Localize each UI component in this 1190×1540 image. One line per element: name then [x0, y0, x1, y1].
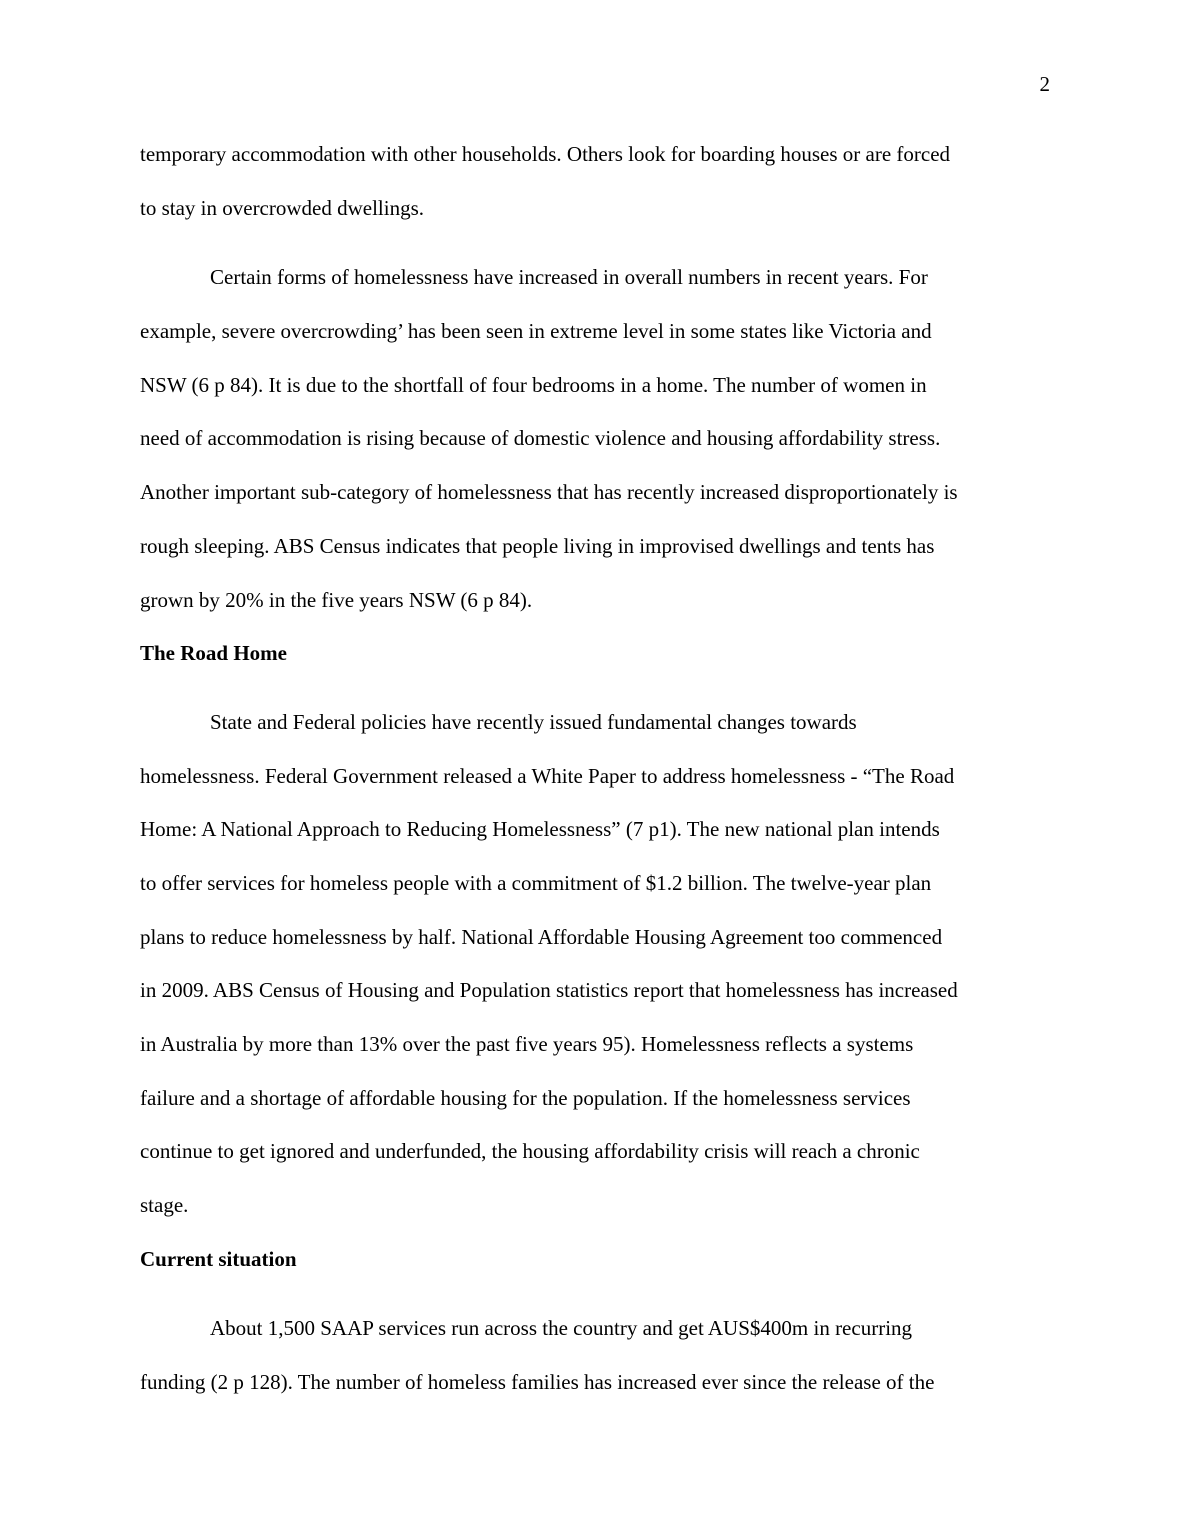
text-line: Certain forms of homelessness have increased in overall numbers in recent years. For: [210, 265, 928, 289]
text-line: in Australia by more than 13% over the past five years 95). Homelessness reflects a systems: [140, 1032, 914, 1056]
text-line: grown by 20% in the five years NSW (6 p 84).: [140, 588, 533, 612]
text-line: failure and a shortage of affordable housing for the population. If the homelessness services: [140, 1086, 911, 1110]
section-heading: The Road Home: [140, 641, 287, 665]
text-line: plans to reduce homelessness by half. National Affordable Housing Agreement too commenced: [140, 925, 943, 949]
text-line: stage.: [140, 1193, 189, 1217]
text-line: continue to get ignored and underfunded, the housing affordability crisis will reach a chronic: [140, 1139, 920, 1163]
text-line: to stay in overcrowded dwellings.: [140, 196, 425, 220]
text-line: temporary accommodation with other households. Others look for boarding houses or are forced: [140, 142, 951, 166]
text-line: example, severe overcrowding’ has been seen in extreme level in some states like Victoria and: [140, 319, 932, 343]
text-line: rough sleeping. ABS Census indicates that people living in improvised dwellings and tents has: [140, 534, 935, 558]
text-line: Another important sub-category of homelessness that has recently increased disproportionately is: [140, 480, 958, 504]
text-line: homelessness. Federal Government released a White Paper to address homelessness - “The Road: [140, 764, 955, 788]
text-line: funding (2 p 128). The number of homeless families has increased ever since the release of the: [140, 1370, 935, 1394]
text-line: in 2009. ABS Census of Housing and Population statistics report that homelessness has increased: [140, 978, 958, 1002]
text-line: NSW (6 p 84). It is due to the shortfall of four bedrooms in a home. The number of women in: [140, 373, 927, 397]
text-line: State and Federal policies have recently issued fundamental changes towards: [210, 710, 857, 734]
text-line: need of accommodation is rising because of domestic violence and housing affordability stress.: [140, 426, 941, 450]
text-line: About 1,500 SAAP services run across the country and get AUS$400m in recurring: [210, 1316, 913, 1340]
page-number: 2: [1039, 72, 1050, 96]
text-line: to offer services for homeless people with a commitment of $1.2 billion. The twelve-year plan: [140, 871, 932, 895]
section-heading: Current situation: [140, 1247, 297, 1271]
text-line: Home: A National Approach to Reducing Homelessness” (7 p1). The new national plan intends: [140, 817, 940, 841]
